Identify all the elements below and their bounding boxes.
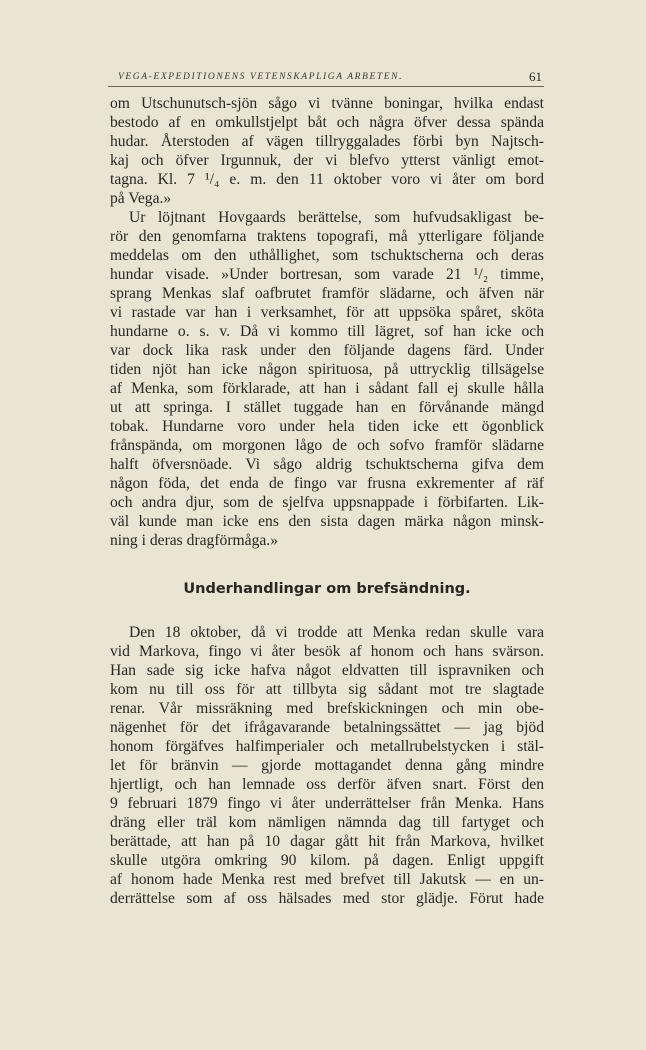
text-line: skulle utgöra omkring 90 kilom. på dagen. Enligt uppgift	[110, 852, 544, 869]
text-line: på Vega.»	[110, 190, 172, 207]
text-line: let för bränvin — gjorde mottagandet denna gång mindre	[110, 757, 544, 774]
text-line: Ur löjtnant Hovgaards berättelse, som hufvudsakligast be-	[129, 209, 544, 226]
text-line: hudar. Återstoden af vägen tillryggalades förbi byn Najtsch-	[110, 133, 544, 150]
text-line: af honom hade Menka rest med brefvet till Jakutsk — en un-	[110, 871, 544, 888]
text-line: rör den genomfarna traktens topografi, må ytterligare följande	[110, 228, 544, 245]
text-line: vid Markova, fingo vi åter besök af honom och hans svärson.	[110, 643, 544, 660]
page-header	[108, 69, 544, 87]
page-number: 61	[529, 69, 542, 84]
text-line: hundar visade. »Under bortresan, som varade 21 ¹/₂ timme,	[110, 266, 544, 283]
section-heading: Underhandlingar om brefsändning.	[183, 581, 471, 597]
text-line: honom förgäfves halfimperialer och metallrubelstycken i stäl-	[110, 738, 544, 755]
text-line: väl kunde man icke ens den sista dagen märka någon minsk-	[110, 513, 544, 530]
text-line: sprang Menkas slaf oafbrutet framför slädarne, och äfven när	[110, 285, 544, 302]
text-line: renar. Vår missräkning med brefskickningen och min obe-	[110, 700, 544, 717]
text-line: Den 18 oktober, då vi trodde att Menka redan skulle vara	[129, 624, 544, 641]
text-line: nägenhet för det ifrågavarande betalningssättet — jag bjöd	[110, 719, 544, 736]
text-line: tobak. Hundarne voro under hela tiden icke ett ögonblick	[110, 418, 544, 435]
text-line: någon föda, det enda de fingo var frusna exkrementer af räf	[110, 475, 544, 492]
text-line: hjertligt, och han lemnade oss derför äfven snart. Först den	[110, 776, 544, 793]
text-line: tiden njöt han icke någon spirituosa, på uttrycklig tillsägelse	[110, 361, 544, 378]
text-line: af Menka, som förklarade, att han i sådant fall ej skulle hålla	[110, 380, 544, 397]
text-line: meddelas om den uthållighet, som tschuktscherna och deras	[110, 247, 544, 264]
text-line: berättade, att han på 10 dagar gått hit från Markova, hvilket	[110, 833, 544, 850]
text-line: kaj och öfver Irgunnuk, der vi blefvo ytterst vänligt emot-	[110, 152, 544, 169]
body-text	[110, 94, 544, 908]
text-line: ning i deras dragförmåga.»	[110, 532, 279, 549]
text-line: 9 februari 1879 fingo vi åter underrättelser från Menka. Hans	[110, 795, 544, 812]
text-line: kom nu till oss för att tillbyta sig sådant mot tre slagtade	[110, 681, 544, 698]
text-line: halft öfversnöade. Vi sågo aldrig tschuktscherna gifva dem	[110, 456, 544, 473]
text-line: derrättelse som af oss hälsades med stor glädje. Förut hade	[110, 890, 544, 907]
text-line: om Utschunutsch-sjön sågo vi tvänne boningar, hvilka endast	[110, 95, 544, 112]
text-line: frånspända, om morgonen lågo de och sofvo framför slädarne	[110, 437, 544, 454]
text-line: var dock lika rask under den följande dagens färd. Under	[110, 342, 544, 359]
text-line: hundarne o. s. v. Då vi kommo till lägret, sof han icke och	[110, 323, 544, 340]
text-line: vi rastade var han i verksamhet, för att uppsöka spåret, sköta	[110, 304, 544, 321]
text-line: Han sade sig icke hafva något eldvatten till ispravniken och	[110, 662, 544, 679]
text-line: tagna. Kl. 7 ¹/₄ e. m. den 11 oktober voro vi åter om bord	[110, 171, 544, 188]
text-line: och andra djur, som de sjelfva uppsnappade i förbifarten. Lik-	[110, 494, 544, 511]
text-line: ut att springa. I stället tuggade han en förvånande mängd	[110, 399, 544, 416]
text-line: dräng eller träl kom nämligen nämnda dag till fartyget och	[110, 814, 544, 831]
text-line: bestodo af en omkullstjelpt båt och några öfver dessa spända	[110, 114, 544, 131]
running-title: VEGA-EXPEDITIONENS VETENSKAPLIGA ARBETEN.	[118, 72, 404, 82]
